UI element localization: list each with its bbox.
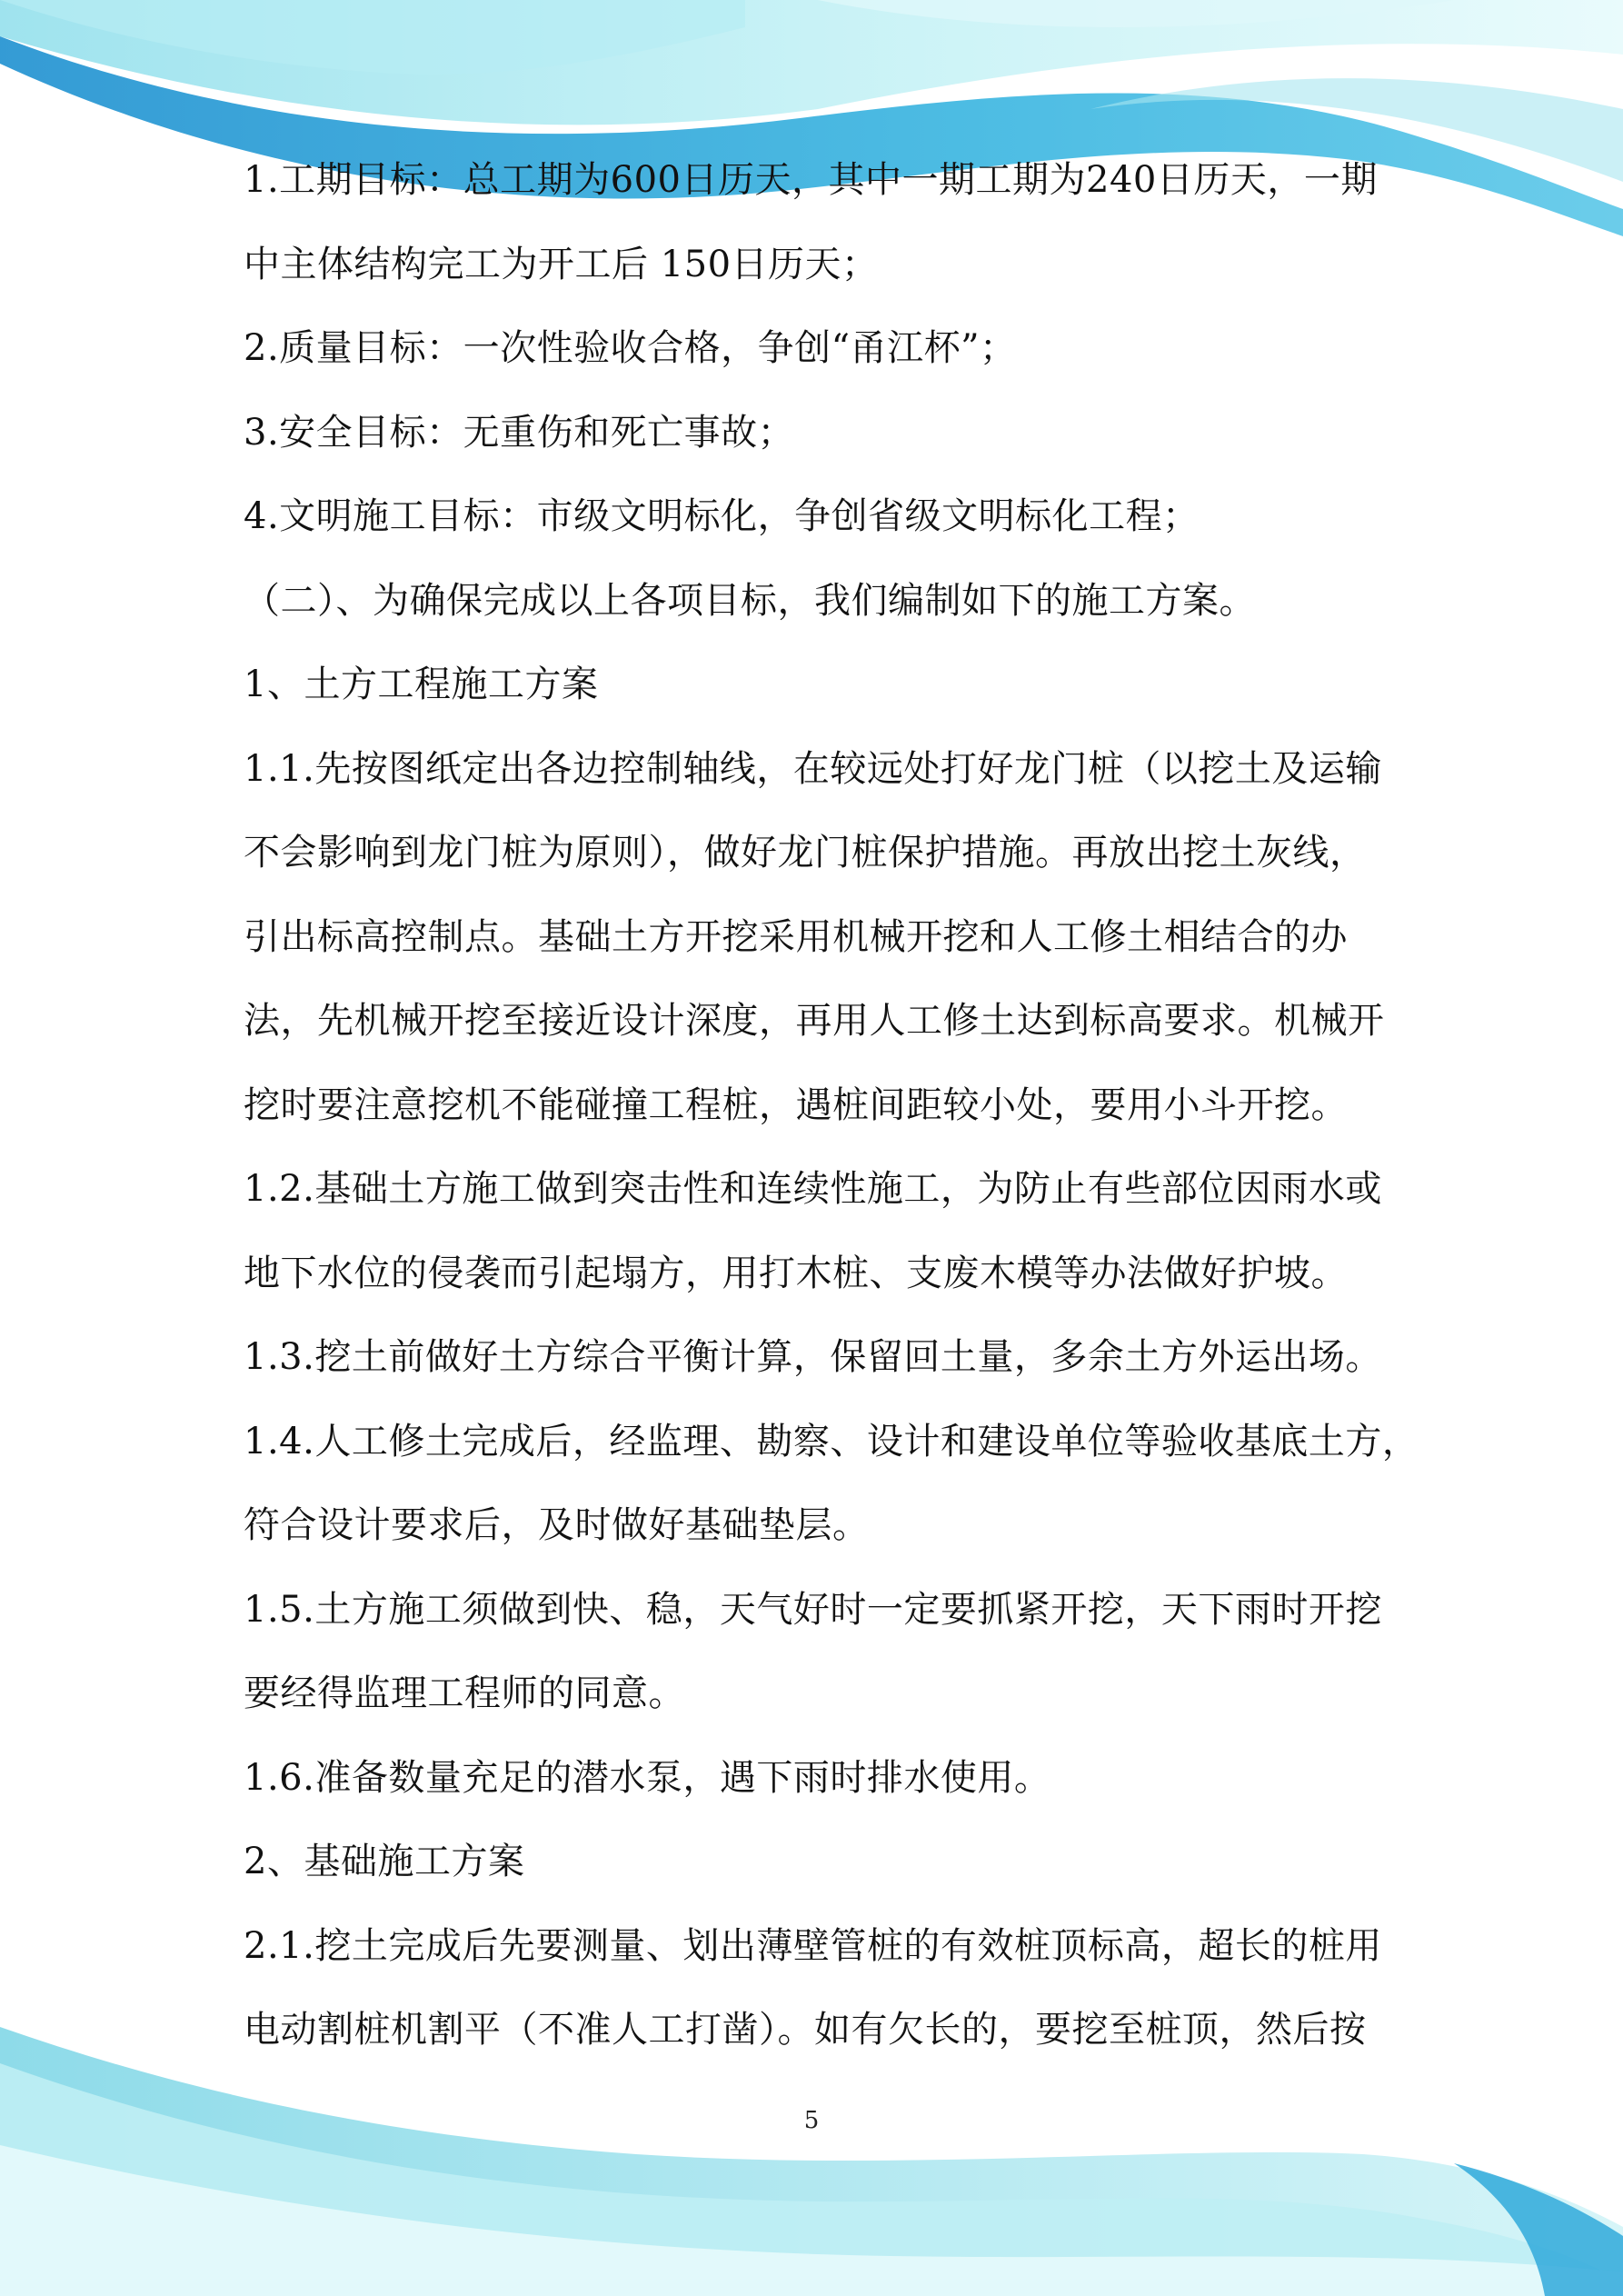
paragraph-line: 地下水位的侵袭而引起塌方，用打木桩、支废木模等办法做好护坡。 (244, 1252, 1348, 1294)
paragraph-line: 2.质量目标：一次性验收合格，争创“甬江杯”； (244, 327, 1017, 369)
paragraph-line: 1.4.人工修土完成后，经监理、勘察、设计和建设单位等验收基底土方， (244, 1420, 1419, 1462)
paragraph-line: 2、基础施工方案 (244, 1841, 525, 1882)
paragraph-line: 2.1.挖土完成后先要测量、划出薄壁管桩的有效桩顶标高，超长的桩用 (244, 1924, 1382, 1967)
paragraph-line: （二）、为确保完成以上各项目标，我们编制如下的施工方案。 (244, 579, 1256, 622)
paragraph-line: 1.3.挖土前做好土方综合平衡计算，保留回土量，多余土方外运出场。 (244, 1336, 1382, 1378)
paragraph-line: 引出标高控制点。基础土方开挖采用机械开挖和人工修土相结合的办 (244, 915, 1348, 958)
paragraph-line: 4.文明施工目标：市级文明标化，争创省级文明标化工程； (244, 495, 1200, 537)
paragraph-line: 电动割桩机割平（不准人工打凿）。如有欠长的，要挖至桩顶，然后按 (244, 2009, 1367, 2051)
paragraph-line: 符合设计要求后，及时做好基础垫层。 (244, 1504, 870, 1546)
page-number: 5 (803, 2107, 820, 2134)
paragraph-line: 不会影响到龙门桩为原则），做好龙门桩保护措施。再放出挖土灰线， (244, 832, 1367, 873)
paragraph-line: 法，先机械开挖至接近设计深度，再用人工修土达到标高要求。机械开 (244, 1000, 1385, 1042)
document-body (244, 138, 1443, 2072)
paragraph-line: 1.5.土方施工须做到快、稳，天气好时一定要抓紧开挖，天下雨时开挖 (244, 1588, 1382, 1631)
paragraph-line: 要经得监理工程师的同意。 (244, 1672, 685, 1714)
paragraph-line: 1、土方工程施工方案 (244, 664, 599, 705)
paragraph-line: 1.工期目标：总工期为600日历天，其中一期工期为240日历天，一期 (244, 159, 1378, 201)
paragraph-line: 1.1.先按图纸定出各边控制轴线，在较远处打好龙门桩（以挖土及运输 (244, 747, 1382, 790)
paragraph-line: 1.2.基础土方施工做到突击性和连续性施工，为防止有些部位因雨水或 (244, 1168, 1382, 1210)
paragraph-line: 挖时要注意挖机不能碰撞工程桩，遇桩间距较小处，要用小斗开挖。 (244, 1083, 1348, 1126)
paragraph-line: 中主体结构完工为开工后 150日历天； (244, 243, 879, 285)
paragraph-line: 3.安全目标：无重伤和死亡事故； (244, 411, 795, 454)
paragraph-line: 1.6.准备数量充足的潜水泵，遇下雨时排水使用。 (244, 1756, 1051, 1799)
